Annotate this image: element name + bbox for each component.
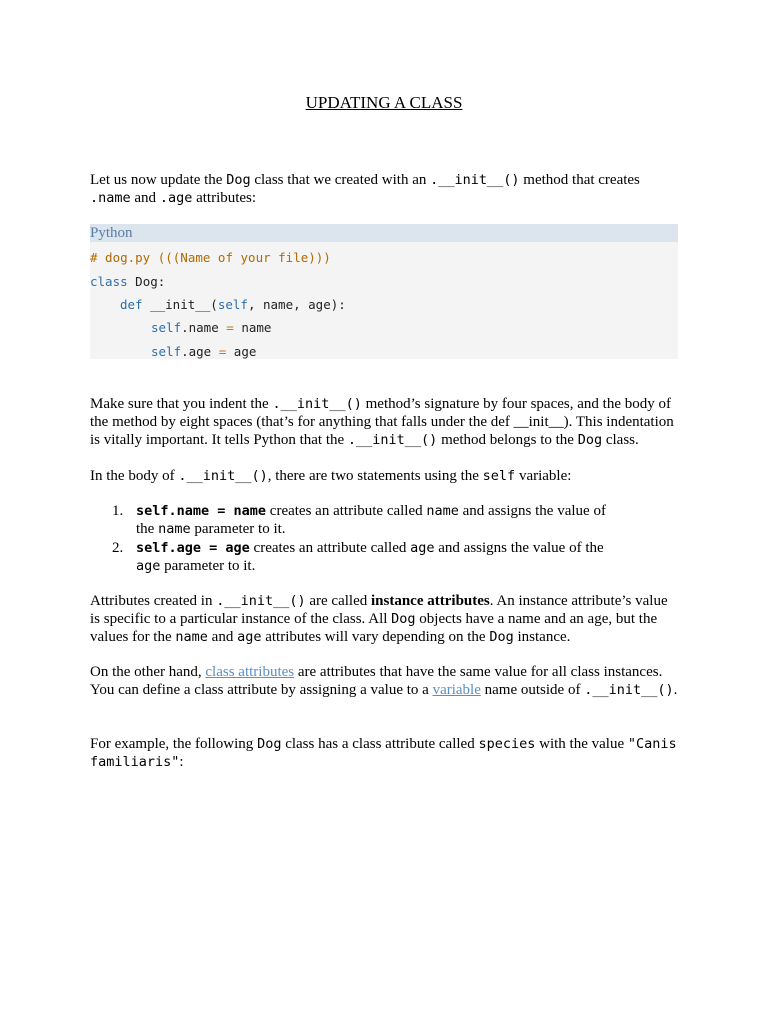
inline-code: age — [237, 629, 262, 645]
inline-code: Dog — [577, 432, 603, 448]
inline-code: name — [175, 629, 208, 645]
intro-paragraph: Let us now update the Dog class that we created with an .__init__() method that creates .name and .age attributes: — [90, 172, 640, 206]
inline-code: .__init__() — [347, 432, 438, 448]
code-language-label: Python — [90, 224, 678, 242]
variable-link[interactable]: variable — [432, 682, 481, 698]
inline-code: .__init__() — [584, 682, 674, 698]
bold-term: instance attributes — [371, 593, 490, 609]
inline-code: self — [482, 468, 516, 484]
example-paragraph: For example, the following Dog class has a class attribute called species with the value "Canis familiaris": — [90, 736, 677, 770]
inline-code: Dog — [391, 611, 416, 627]
code-line-4: self.name = name — [151, 320, 272, 335]
inline-code: species — [478, 736, 536, 752]
inline-code: .__init__() — [178, 468, 268, 484]
code-line-5: self.age = age — [151, 344, 257, 359]
code-line-2: class Dog: — [90, 274, 166, 289]
code-line-3: def __init__(self, name, age): — [120, 297, 346, 312]
inline-code: "Canis familiaris" — [90, 736, 677, 770]
self-variable-paragraph: In the body of .__init__(), there are two statements using the self variable: — [90, 468, 572, 484]
inline-code: Dog — [489, 629, 514, 645]
inline-code: Dog — [257, 736, 282, 752]
inline-code: .age — [159, 190, 193, 206]
inline-code: Dog — [226, 172, 251, 188]
list-item: 2. self.age = age creates an attribute called age and assigns the value of the age parameter to it. — [112, 540, 604, 574]
statements-list — [90, 502, 678, 576]
inline-code: .__init__() — [272, 396, 362, 412]
instance-attributes-paragraph: Attributes created in .__init__() are called instance attributes. An instance attribute’s value is specific to a particular instance of the class. All Dog objects have a name and an age, but the values for the name and age attributes will vary depending on the Dog instance. — [90, 593, 668, 645]
inline-code: .__init__() — [216, 593, 306, 609]
class-attributes-link[interactable]: class attributes — [205, 664, 295, 680]
class-attributes-paragraph: On the other hand, class attributes are attributes that have the same value for all class instances. You can define a class attribute by assigning a value to a variable name outside of .__init__(). — [90, 664, 678, 698]
list-item-code: self.name = name — [136, 503, 267, 519]
list-item-code: self.age = age — [136, 540, 250, 556]
indentation-paragraph: Make sure that you indent the .__init__() method’s signature by four spaces, and the body of the method by eight spaces (that’s for anything that falls under the def __init__). This indentation is vitally important. It tells Python that the .__init__() method belongs to the Dog class. — [90, 396, 674, 448]
code-block — [90, 224, 678, 359]
page-title: UPDATING A CLASS — [305, 93, 463, 112]
inline-code: .__init__() — [430, 172, 520, 188]
inline-code: .name — [90, 190, 131, 206]
list-item: 1. self.name = name creates an attribute called name and assigns the value of the name parameter to it. — [112, 503, 606, 537]
code-line-1: # dog.py (((Name of your file))) — [90, 250, 331, 265]
